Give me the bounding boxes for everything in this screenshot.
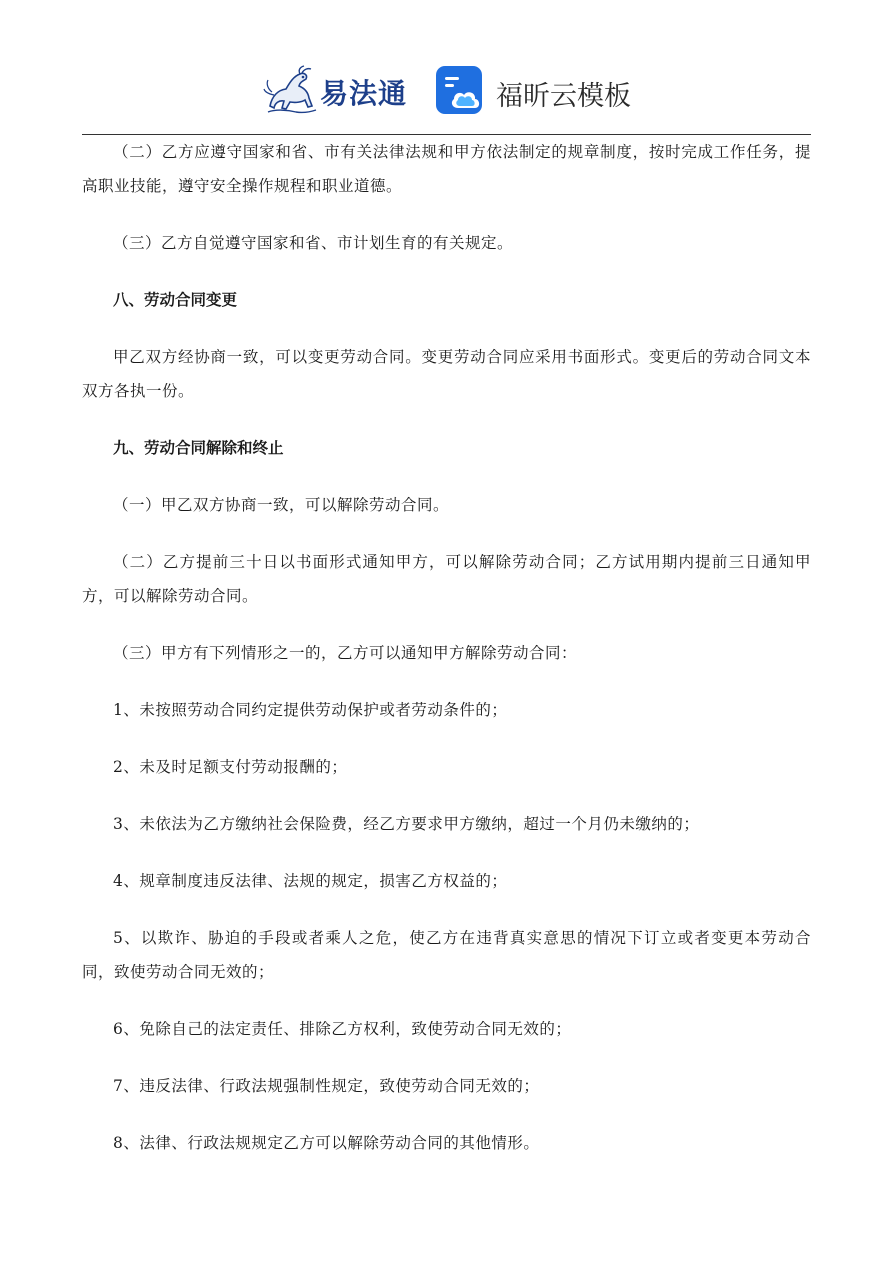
yifatong-logo [262,62,414,120]
paragraph: （二）乙方应遵守国家和省、市有关法律法规和甲方依法制定的规章制度，按时完成工作任务，提高职业技能，遵守安全操作规程和职业道德。 [82,143,811,195]
yifatong-logo-text: 易法通 [320,77,408,110]
list-item: 1、未按照劳动合同约定提供劳动保护或者劳动条件的； [113,701,508,719]
list-item: 6、免除自己的法定责任、排除乙方权利，致使劳动合同无效的； [113,1020,572,1038]
paragraph: 甲乙双方经协商一致，可以变更劳动合同。变更劳动合同应采用书面形式。变更后的劳动合同文本双方各执一份。 [82,348,811,400]
paragraph: （一）甲乙双方协商一致，可以解除劳动合同。 [113,496,450,514]
section-heading: 九、劳动合同解除和终止 [113,439,284,457]
paragraph: （三）乙方自觉遵守国家和省、市计划生育的有关规定。 [113,234,514,252]
list-item: 8、法律、行政法规规定乙方可以解除劳动合同的其他情形。 [113,1134,540,1152]
list-item: 5、以欺诈、胁迫的手段或者乘人之危，使乙方在违背真实意思的情况下订立或者变更本劳动合同，致使劳动合同无效的； [82,929,811,981]
fuxin-logo [434,62,644,120]
list-item: 2、未及时足额支付劳动报酬的； [113,758,348,776]
list-item: 7、违反法律、行政法规强制性规定，致使劳动合同无效的； [113,1077,540,1095]
document-body [82,134,811,1160]
page-header [0,58,893,126]
cloud-document-icon [434,64,488,118]
paragraph: （二）乙方提前三十日以书面形式通知甲方，可以解除劳动合同；乙方试用期内提前三日通知甲方，可以解除劳动合同。 [82,553,811,605]
list-item: 4、规章制度违反法律、法规的规定，损害乙方权益的； [113,872,508,890]
list-item: 3、未依法为乙方缴纳社会保险费，经乙方要求甲方缴纳，超过一个月仍未缴纳的； [113,815,700,833]
qilin-mascot-icon [262,62,320,120]
fuxin-logo-text: 福昕云模板 [496,81,631,112]
section-heading: 八、劳动合同变更 [113,291,238,309]
paragraph: （三）甲方有下列情形之一的，乙方可以通知甲方解除劳动合同： [113,644,578,662]
